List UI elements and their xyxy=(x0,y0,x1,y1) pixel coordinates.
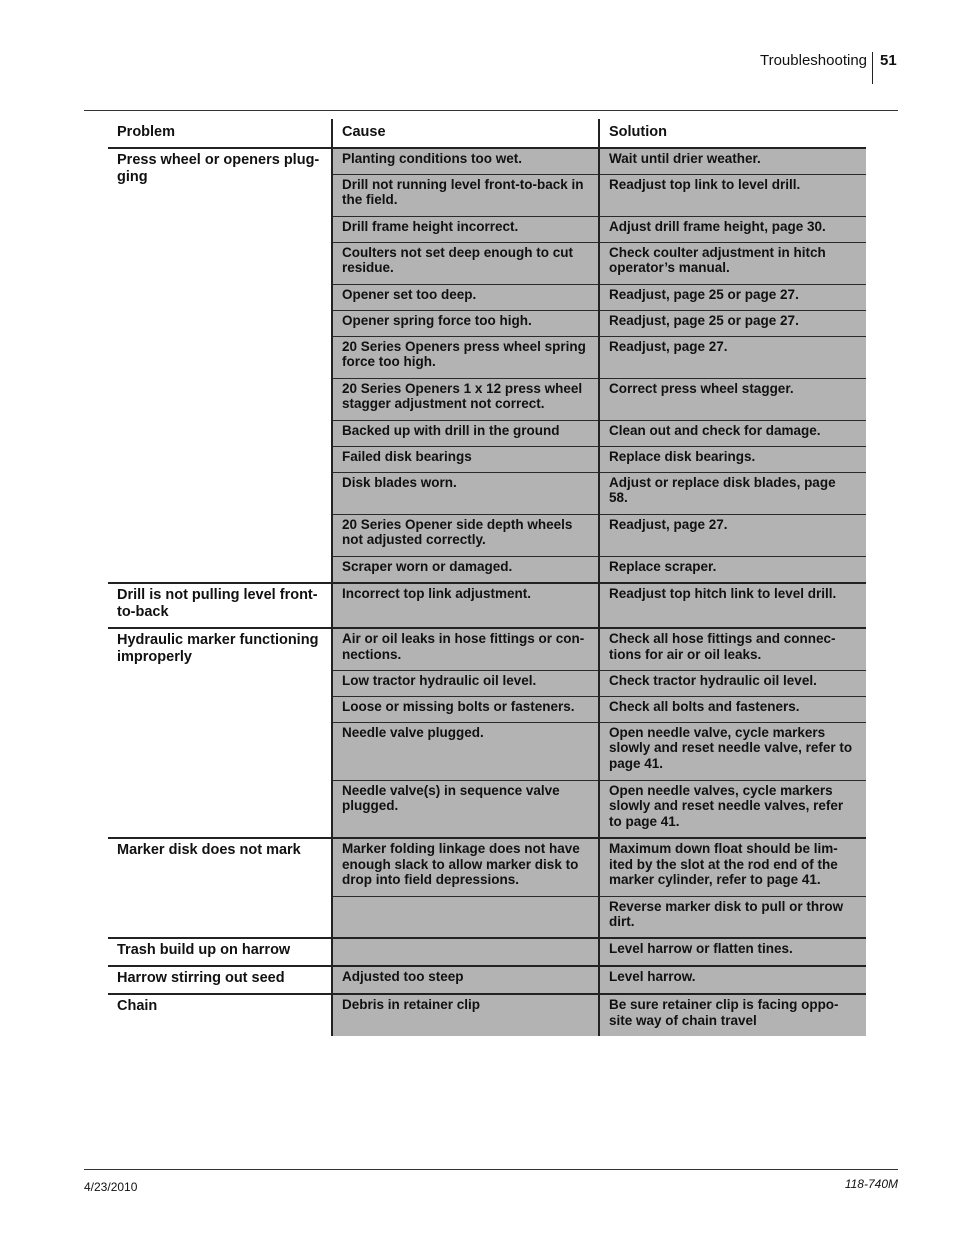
table-row xyxy=(108,994,866,1036)
cause-cell: 20 Series Openers 1 x 12 press wheel stagger adjustment not correct. xyxy=(332,378,599,420)
table-row xyxy=(108,938,866,966)
cause-cell: Needle valve(s) in sequence valve plugged. xyxy=(332,780,599,838)
cause-cell: Needle valve plugged. xyxy=(332,722,599,780)
solution-cell: Adjust or replace disk blades, page 58. xyxy=(599,472,866,514)
cause-cell: Opener set too deep. xyxy=(332,284,599,310)
solution-cell: Readjust, page 27. xyxy=(599,514,866,556)
solution-cell: Check all bolts and fasteners. xyxy=(599,696,866,722)
cause-cell: Drill frame height incorrect. xyxy=(332,216,599,242)
cause-cell: Disk blades worn. xyxy=(332,472,599,514)
cause-cell: Marker folding linkage does not have enough slack to allow marker disk to drop into field depressions. xyxy=(332,838,599,896)
problem-cell: Trash build up on harrow xyxy=(108,938,332,966)
cause-cell: Backed up with drill in the ground xyxy=(332,420,599,446)
solution-cell: Readjust, page 25 or page 27. xyxy=(599,284,866,310)
solution-cell: Maximum down float should be lim-ited by the slot at the rod end of the marker cylinder, refer to page 41. xyxy=(599,838,866,896)
cause-cell: Opener spring force too high. xyxy=(332,310,599,336)
solution-cell: Check all hose fittings and connec-tions for air or oil leaks. xyxy=(599,628,866,670)
solution-cell: Replace disk bearings. xyxy=(599,446,866,472)
table-row xyxy=(108,583,866,628)
cause-cell: Coulters not set deep enough to cut residue. xyxy=(332,242,599,284)
table-row xyxy=(108,148,866,174)
table-row xyxy=(108,838,866,896)
solution-cell: Readjust top hitch link to level drill. xyxy=(599,583,866,628)
cause-cell: Air or oil leaks in hose fittings or con-nections. xyxy=(332,628,599,670)
solution-cell: Readjust top link to level drill. xyxy=(599,174,866,216)
header-cause: Cause xyxy=(332,119,599,148)
cause-cell: Incorrect top link adjustment. xyxy=(332,583,599,628)
solution-cell: Correct press wheel stagger. xyxy=(599,378,866,420)
header-rule xyxy=(84,110,898,111)
cause-cell: Loose or missing bolts or fasteners. xyxy=(332,696,599,722)
solution-cell: Level harrow. xyxy=(599,966,866,994)
troubleshooting-table xyxy=(108,119,866,1036)
footer-rule xyxy=(84,1169,898,1170)
cause-cell: Drill not running level front-to-back in the field. xyxy=(332,174,599,216)
problem-cell: Press wheel or openers plug-ging xyxy=(108,148,332,583)
solution-cell: Readjust, page 25 or page 27. xyxy=(599,310,866,336)
problem-cell: Hydraulic marker functioning improperly xyxy=(108,628,332,838)
cause-cell xyxy=(332,896,599,938)
table-row xyxy=(108,966,866,994)
solution-cell: Readjust, page 27. xyxy=(599,336,866,378)
cause-cell: 20 Series Opener side depth wheels not adjusted correctly. xyxy=(332,514,599,556)
table-body xyxy=(108,148,866,1036)
cause-cell: Low tractor hydraulic oil level. xyxy=(332,670,599,696)
solution-cell: Wait until drier weather. xyxy=(599,148,866,174)
page-number: 51 xyxy=(880,52,897,69)
problem-cell: Drill is not pulling level front-to-back xyxy=(108,583,332,628)
header-problem: Problem xyxy=(117,124,176,140)
cause-cell: Debris in retainer clip xyxy=(332,994,599,1036)
solution-cell: Check coulter adjustment in hitch operator’s manual. xyxy=(599,242,866,284)
solution-cell: Open needle valves, cycle markers slowly and reset needle valves, refer to page 41. xyxy=(599,780,866,838)
solution-cell: Be sure retainer clip is facing oppo-site way of chain travel xyxy=(599,994,866,1036)
solution-cell: Clean out and check for damage. xyxy=(599,420,866,446)
cause-cell: Planting conditions too wet. xyxy=(332,148,599,174)
cause-cell: Scraper worn or damaged. xyxy=(332,556,599,583)
cause-cell: Failed disk bearings xyxy=(332,446,599,472)
solution-cell: Replace scraper. xyxy=(599,556,866,583)
footer-doc-number: 118-740M xyxy=(844,1177,898,1191)
header-divider xyxy=(872,52,873,84)
cause-cell xyxy=(332,938,599,966)
solution-cell: Level harrow or flatten tines. xyxy=(599,938,866,966)
solution-cell: Adjust drill frame height, page 30. xyxy=(599,216,866,242)
table-row xyxy=(108,628,866,670)
problem-cell: Marker disk does not mark xyxy=(108,838,332,938)
cause-cell: 20 Series Openers press wheel spring force too high. xyxy=(332,336,599,378)
table-header-row xyxy=(108,119,866,148)
header-solution: Solution xyxy=(599,119,866,148)
footer-date: 4/23/2010 xyxy=(84,1180,138,1194)
solution-cell: Reverse marker disk to pull or throw dirt. xyxy=(599,896,866,938)
section-title: Troubleshooting xyxy=(759,52,867,69)
solution-cell: Open needle valve, cycle markers slowly and reset needle valve, refer to page 41. xyxy=(599,722,866,780)
solution-cell: Check tractor hydraulic oil level. xyxy=(599,670,866,696)
problem-cell: Chain xyxy=(108,994,332,1036)
cause-cell: Adjusted too steep xyxy=(332,966,599,994)
problem-cell: Harrow stirring out seed xyxy=(108,966,332,994)
